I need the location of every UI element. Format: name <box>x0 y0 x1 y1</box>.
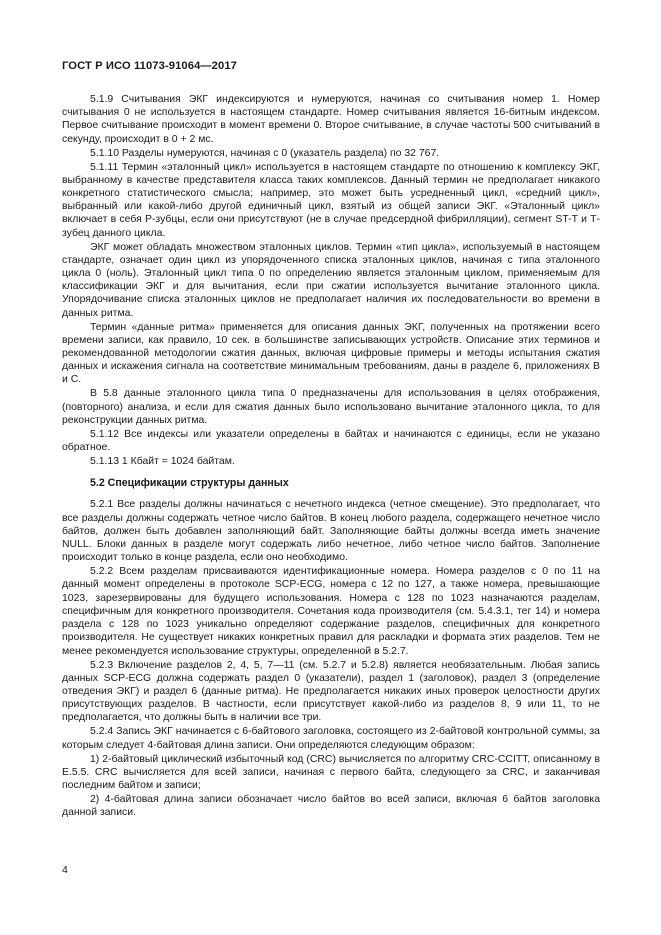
paragraph: 5.1.9 Считывания ЭКГ индексируются и нумеруются, начиная со считывания номер 1. Номер считывания 0 не используется в настоящем стандарте. Номер считывания является 16-битным индексом. Первое считывание происходит в момент времени 0. Второе считывание, в случае частоты 500 считываний в секунду, происходит в 0 + 2 мс. <box>62 94 600 145</box>
paragraph: В 5.8 данные эталонного цикла типа 0 предназначены для использования в целях отображения, (повторного) анализа, и если для сжатия данных было использовано вычитание эталонного цикла, то для реконструкции данных ритма. <box>62 388 600 426</box>
paragraph: 5.1.11 Термин «эталонный цикл» используется в настоящем стандарте по отношению к комплексу ЭКГ, выбранному в качестве представителя класса таких комплексов. Данный термин не предполагает никакого конкретного статистического смысла; например, это может быть усредненный цикл, «средний цикл», выбранный или какой-либо другой единичный цикл, взятый из общей записи ЭКГ. «Эталонный цикл» включает в себя Р-зубцы, если они присутствуют (не в случае предсердной фибрилляции), сегмент ST-T и Т-зубец данного цикла. <box>62 161 600 239</box>
paragraph: 5.2.2 Всем разделам присваиваются идентификационные номера. Номера разделов с 0 по 11 на данный момент определены в протоколе SCP-ECG, номера с 12 по 127, а также номера, превышающие 1023, зарезервированы для будущего использования. Номера с 128 по 1023 назначаются разделам, специфичным для конкретного производителя. Сочетания кода производителя (см. 5.4.3.1, тег 14) и номера раздела с 128 по 1023 уникально определяют содержание разделов, специфичных для конкретного производителя. Не существует никаких конкретных правил для раскладки и формата этих разделов. Тем не менее рекомендуется использование структуры, определенной в 5.2.7. <box>62 566 600 657</box>
paragraph: 5.2.4 Запись ЭКГ начинается с 6-байтового заголовка, состоящего из 2-байтовой контрольной суммы, за которым следует 4-байтовая длина записи. Они определяются следующим образом: <box>62 726 600 751</box>
standard-header: ГОСТ Р ИСО 11073-91064—2017 <box>62 60 237 72</box>
paragraph: 5.1.10 Разделы нумеруются, начиная с 0 (указатель раздела) по 32 767. <box>90 147 440 159</box>
paragraph: ЭКГ может обладать множеством эталонных циклов. Термин «тип цикла», используемый в настоящем стандарте, означает один цикл из упорядоченного списка эталонных циклов, начиная с типа эталонного цикла 0 (ноль). Эталонный цикл типа 0 по определению является эталонным циклом, применяемым для классификации ЭКГ и для вычитания, если при сжатии используется вычитание эталонного цикла. Упорядочивание списка эталонных циклов не предполагает наличия их последовательности во времени в данных ритма. <box>62 241 600 319</box>
paragraph: Термин «данные ритма» применяется для описания данных ЭКГ, полученных на протяжении всего времени записи, как правило, 10 сек. в большинстве записывающих устройств. Описание этих терминов и рекомендованной методологии сжатия данных, включая цифровые примеры и методы испытания сжатия данных и искажения сигнала на соответствие минимальным требованиям, даны в разделе 6, приложениях В и С. <box>62 321 600 386</box>
paragraph: 5.1.13 1 Кбайт = 1024 байтам. <box>90 456 235 468</box>
list-item: 1) 2-байтовый циклический избыточный код (CRC) вычисляется по алгоритму CRC-CCITT, описанному в Е.5.5. CRC вычисляется для всей записи, начиная с первого байта, следующего за CRC, и заканчивая последним байтом и записи; <box>62 753 600 791</box>
paragraph: 5.2.1 Все разделы должны начинаться с нечетного индекса (четное смещение). Это предполагает, что все разделы должны содержать четное число байтов. В конец любого раздела, содержащего нечетное число байтов, должен быть добавлен заполняющий байт. Заполняющие байты должны всегда иметь значение NULL. Блоки данных в разделе могут содержать либо нечетное, либо четное число байтов. Заполнение происходит только в конце раздела, если оно необходимо. <box>62 499 600 564</box>
paragraph: 5.2.3 Включение разделов 2, 4, 5, 7—11 (см. 5.2.7 и 5.2.8) является необязательным. Любая запись данных SCP-ECG должна содержать раздел 0 (указатели), раздел 1 (заголовок), раздел 3 (определение отведения ЭКГ) и раздел 6 (данные ритма). Не предполагается никаких иных проверок целостности других присутствующих разделов. В частности, если присутствует какой-либо из разделов 8, 9 или 11, то не предполагается, что должны быть в наличии все три. <box>62 659 600 724</box>
paragraph: 5.1.12 Все индексы или указатели определены в байтах и начинаются с единицы, если не указано обратное. <box>62 428 600 454</box>
list-item: 2) 4-байтовая длина записи обозначает число байтов во всей записи, включая 6 байтов заголовка данной записи. <box>62 793 600 819</box>
document-body <box>62 93 600 820</box>
page-number: 4 <box>62 864 68 876</box>
section-heading: 5.2 Спецификации структуры данных <box>90 477 289 490</box>
